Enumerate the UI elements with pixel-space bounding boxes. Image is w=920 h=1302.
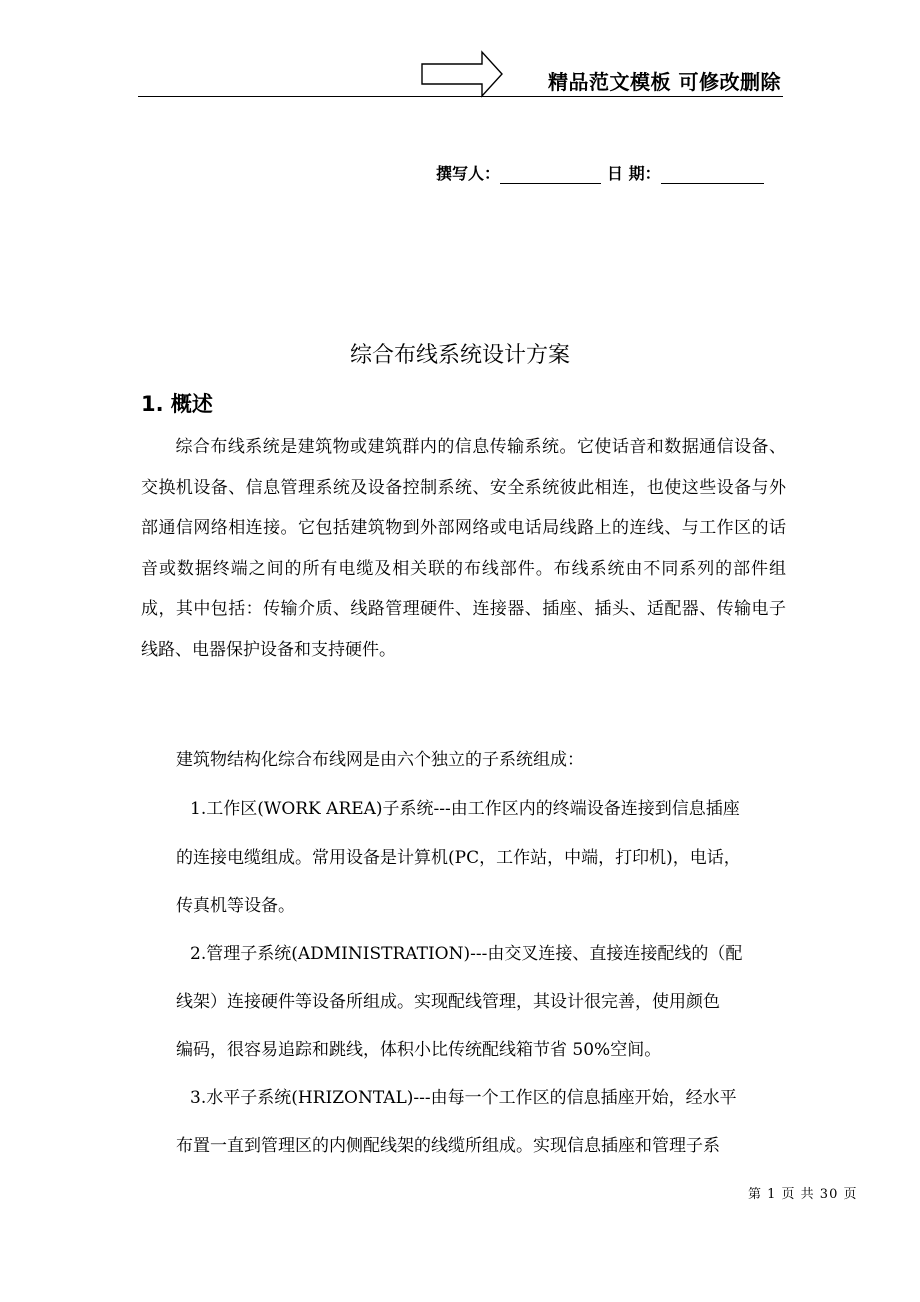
item-2-line-2: 线架）连接硬件等设备所组成。实现配线管理，其设计很完善，使用颜色 [176, 992, 720, 1012]
page-number: 第 1 页 共 30 页 [748, 1187, 858, 1202]
date-label: 日 期： [607, 164, 661, 183]
document-title: 综合布线系统设计方案 [349, 343, 570, 368]
section-heading-overview: 1. 概述 [141, 392, 213, 416]
header-divider [138, 96, 783, 97]
right-arrow-icon [420, 50, 504, 98]
overview-paragraph [141, 427, 786, 670]
item-1-line-3: 传真机等设备。 [176, 896, 295, 916]
item-3-line-1: 3.水平子系统(HRIZONTAL)---由每一个工作区的信息插座开始，经水平 [190, 1088, 737, 1108]
header-title: 精品范文模板 可修改删除 [548, 70, 781, 94]
author-blank [500, 166, 601, 184]
subsystems-intro: 建筑物结构化综合布线网是由六个独立的子系统组成： [176, 750, 584, 770]
item-1-line-2: 的连接电缆组成。常用设备是计算机(PC，工作站，中端，打印机)，电话， [176, 848, 741, 868]
date-blank [661, 166, 764, 184]
item-2-line-1: 2.管理子系统(ADMINISTRATION)---由交叉连接、直接连接配线的（配 [190, 944, 743, 964]
page-header [138, 50, 783, 98]
overview-text: 综合布线系统是建筑物或建筑群内的信息传输系统。它使话音和数据通信设备、交换机设备、信息管理系统及设备控制系统、安全系统彼此相连，也使这些设备与外部通信网络相连接。它包括建筑物到外部网络或电话局线路上的连线、与工作区的话音或数据终端之间的所有电缆及相关联的布线部件。布线系统由不同系列的部件组成，其中包括：传输介质、线路管理硬件、连接器、插座、插头、适配器、传输电子线路、电器保护设备和支持硬件。 [141, 437, 786, 660]
item-2-line-3: 编码，很容易追踪和跳线，体积小比传统配线箱节省 50%空间。 [176, 1040, 662, 1060]
author-date-line [436, 161, 764, 184]
item-3-line-2: 布置一直到管理区的内侧配线架的线缆所组成。实现信息插座和管理子系 [176, 1136, 720, 1156]
author-label: 撰写人： [436, 164, 501, 183]
item-1-line-1: 1.工作区(WORK AREA)子系统---由工作区内的终端设备连接到信息插座 [190, 799, 740, 819]
